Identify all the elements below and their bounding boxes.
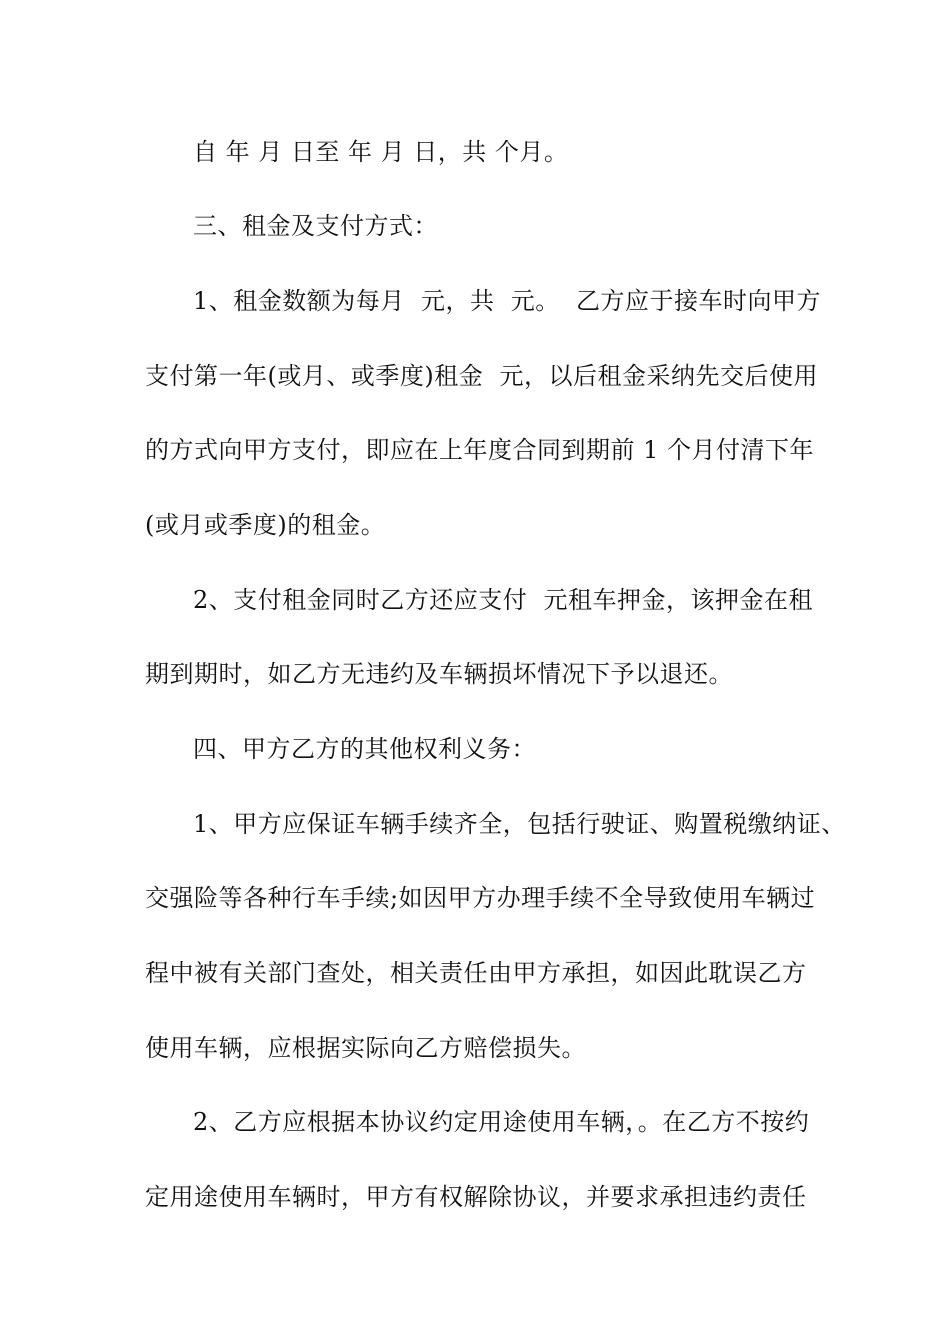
text-line: 期到期时，如乙方无违约及车辆损坏情况下予以退还。 <box>145 660 733 688</box>
text-line: 定用途使用车辆时，甲方有权解除协议，并要求承担违约责任 <box>145 1183 807 1211</box>
text-line: 1、租金数额为每月 元，共 元。 乙方应于接车时向甲方 <box>193 287 822 315</box>
text-line: 2、乙方应根据本协议约定用途使用车辆，。在乙方不按约 <box>193 1108 810 1136</box>
section-heading-rights-obligations: 四、甲方乙方的其他权利义务： <box>193 735 536 763</box>
text-line: 1、甲方应保证车辆手续齐全，包括行驶证、购置税缴纳证、 <box>193 810 846 838</box>
text-line: 的方式向甲方支付，即应在上年度合同到期前 1 个月付清下年 <box>145 436 815 464</box>
text-line: 交强险等各种行车手续;如因甲方办理手续不全导致使用车辆过 <box>145 884 816 912</box>
text-line: 程中被有关部门查处，相关责任由甲方承担，如因此耽误乙方 <box>145 959 807 987</box>
section-heading-rent-payment: 三、租金及支付方式： <box>193 212 438 240</box>
text-line: 支付第一年(或月、或季度)租金 元，以后租金采纳先交后使用 <box>145 362 818 390</box>
text-line: (或月或季度)的租金。 <box>145 511 386 539</box>
text-line: 使用车辆，应根据实际向乙方赔偿损失。 <box>145 1034 586 1062</box>
text-line-term: 自 年 月 日至 年 月 日，共 个月。 <box>193 138 569 166</box>
text-line: 2、支付租金同时乙方还应支付 元租车押金，该押金在租 <box>193 586 814 614</box>
